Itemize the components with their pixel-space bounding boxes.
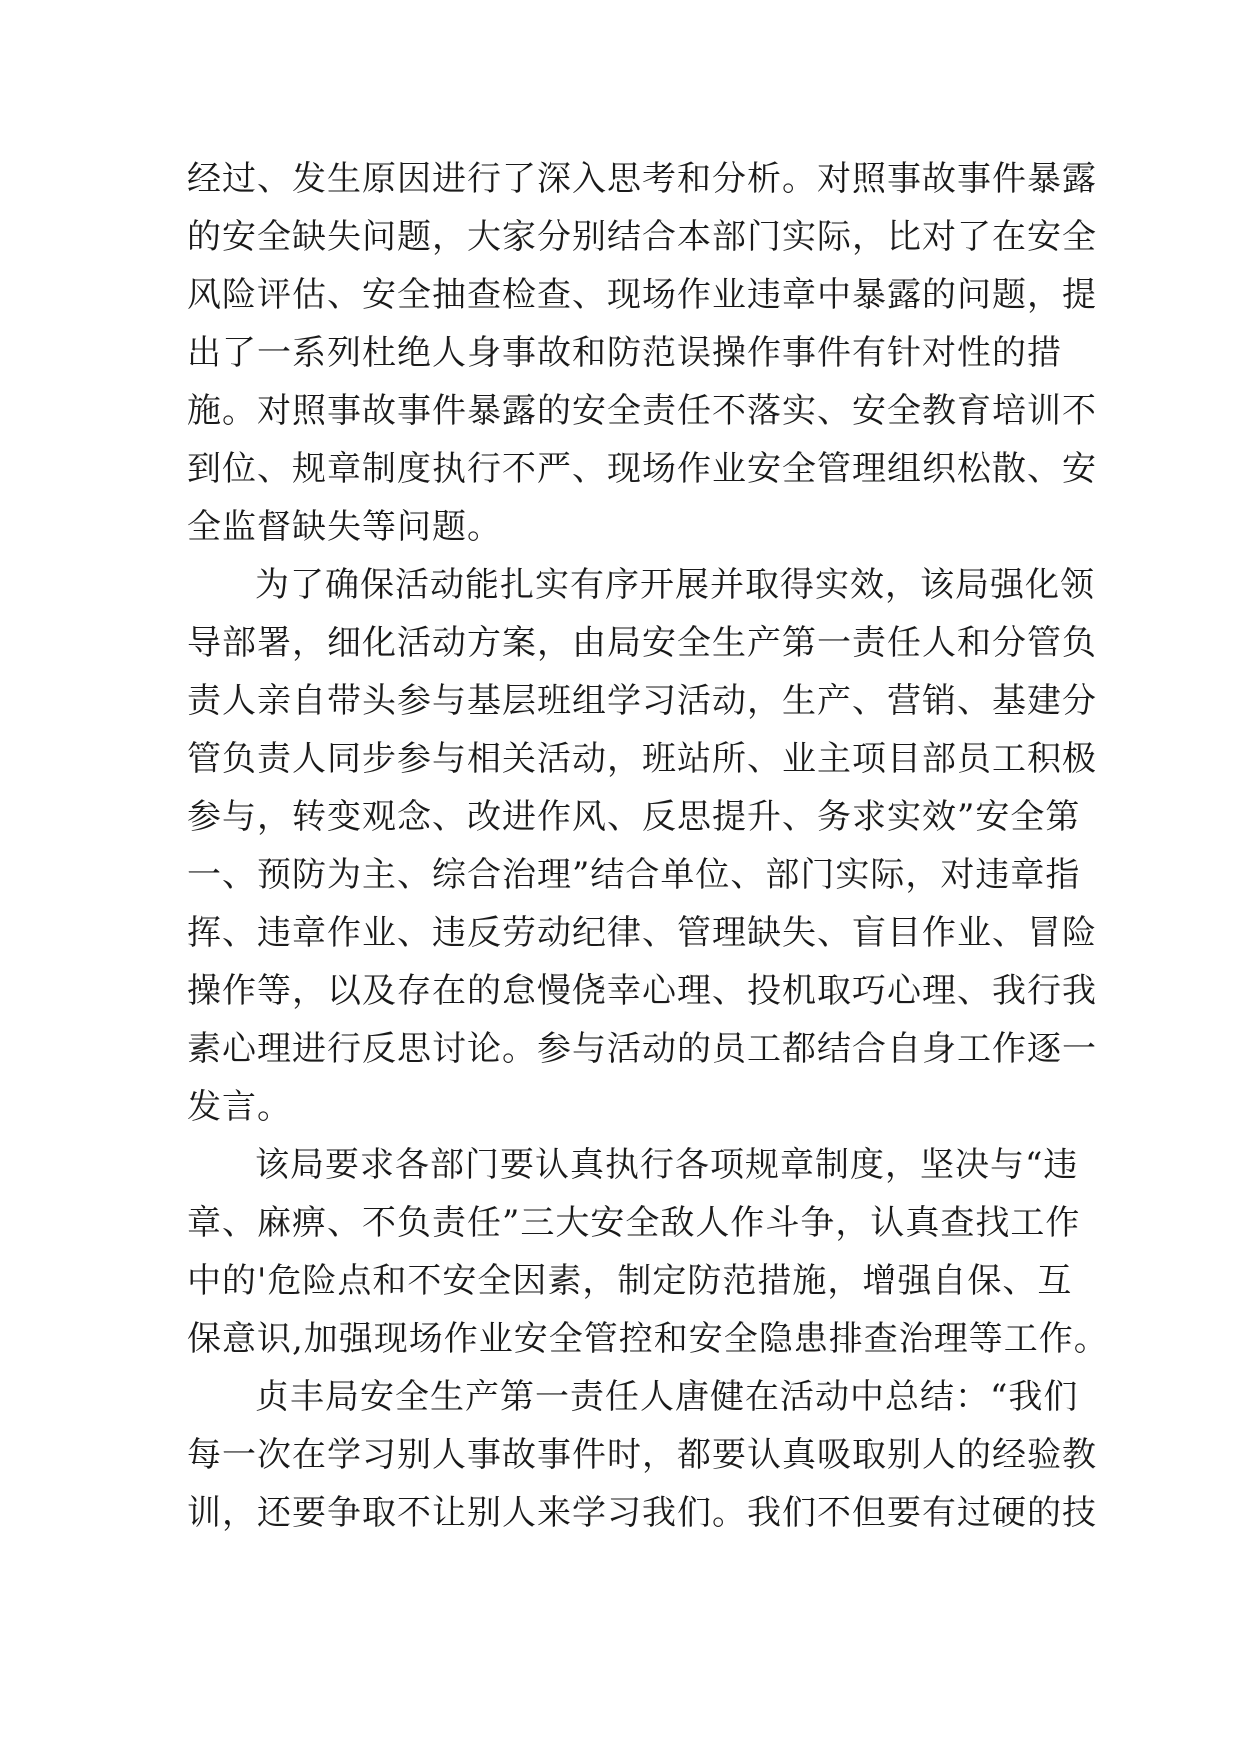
text-line: 责人亲自带头参与基层班组学习活动，生产、营销、基建分	[187, 681, 1097, 721]
text-line: 中的'危险点和不安全因素，制定防范措施，增强自保、互	[187, 1261, 1073, 1301]
text-line: 管负责人同步参与相关活动，班站所、业主项目部员工积极	[187, 739, 1097, 779]
text-line: 素心理进行反思讨论。参与活动的员工都结合自身工作逐一	[187, 1029, 1097, 1069]
text-line: 到位、规章制度执行不严、现场作业安全管理组织松散、安	[187, 449, 1097, 489]
text-line: 发言。	[187, 1087, 292, 1127]
text-line: 参与，转变观念、改进作风、反思提升、务求实效”安全第	[187, 797, 1081, 837]
text-line: 保意识,加强现场作业安全管控和安全隐患排查治理等工作。	[187, 1319, 1109, 1359]
text-line: 贞丰局安全生产第一责任人唐健在活动中总结：“我们	[255, 1377, 1079, 1417]
text-line: 每一次在学习别人事故事件时，都要认真吸取别人的经验教	[187, 1435, 1097, 1475]
text-line: 章、麻痹、不负责任”三大安全敌人作斗争，认真查找工作	[187, 1203, 1081, 1243]
text-line: 出了一系列杜绝人身事故和防范误操作事件有针对性的措	[187, 333, 1062, 373]
paragraph-3	[187, 1136, 1109, 1368]
paragraph-4	[187, 1368, 1097, 1542]
text-line: 一、预防为主、综合治理”结合单位、部门实际，对违章指	[187, 855, 1081, 895]
text-line: 训，还要争取不让别人来学习我们。我们不但要有过硬的技	[187, 1493, 1097, 1533]
text-line: 为了确保活动能扎实有序开展并取得实效，该局强化领	[255, 565, 1095, 605]
text-line: 该局要求各部门要认真执行各项规章制度，坚决与“违	[255, 1145, 1079, 1185]
document-body	[187, 150, 1109, 1542]
text-line: 经过、发生原因进行了深入思考和分析。对照事故事件暴露	[187, 159, 1097, 199]
text-line: 全监督缺失等问题。	[187, 507, 502, 547]
text-line: 操作等，以及存在的怠慢侥幸心理、投机取巧心理、我行我	[187, 971, 1097, 1011]
text-line: 施。对照事故事件暴露的安全责任不落实、安全教育培训不	[187, 391, 1097, 431]
text-line: 挥、违章作业、违反劳动纪律、管理缺失、盲目作业、冒险	[187, 913, 1097, 953]
paragraph-1	[187, 150, 1097, 556]
paragraph-2	[187, 556, 1097, 1136]
text-line: 风险评估、安全抽查检查、现场作业违章中暴露的问题，提	[187, 275, 1097, 315]
text-line: 导部署，细化活动方案，由局安全生产第一责任人和分管负	[187, 623, 1097, 663]
text-line: 的安全缺失问题，大家分别结合本部门实际，比对了在安全	[187, 217, 1097, 257]
